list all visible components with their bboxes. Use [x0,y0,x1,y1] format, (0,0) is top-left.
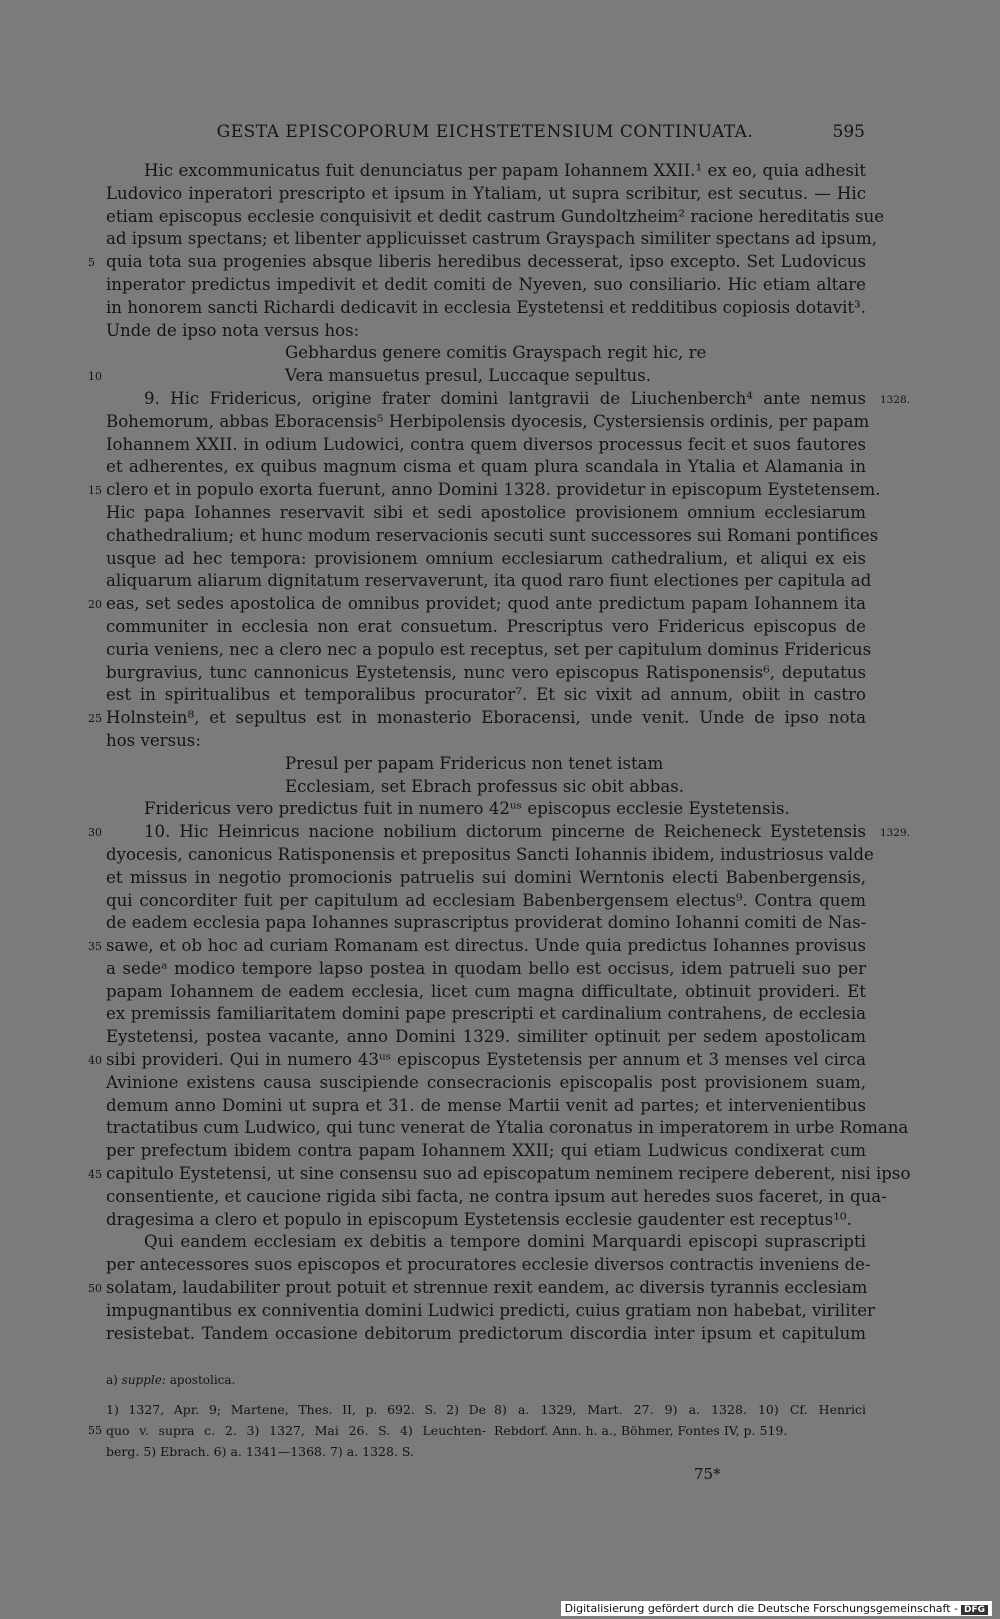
text-line [106,297,866,320]
verse-line [88,365,866,388]
line-text: sawe, et ob hoc ad curiam Romanam est directus. Unde quia predictus Iohannes provisus [106,936,866,956]
dfg-credit-text: Digitalisierung gefördert durch die Deutsche Forschungsgemeinschaft - [564,1602,958,1615]
line-text: etiam episcopus ecclesie conquisivit et dedit castrum Gundoltzheim² racione hereditatis sue [106,206,885,226]
line-text: Ecclesiam, set Ebrach professus sic obit abbas. [285,776,685,796]
text-line [106,160,866,183]
text-line [106,662,866,685]
footnote-row: 1) 1327, Apr. 9; Martene, Thes. II, p. 692. S. 2) De [106,1402,486,1417]
textual-note-text: supple: [121,1373,166,1387]
line-text: impugnantibus ex conniventia domini Ludwici predicti, cuius gratiam non habebat, viriliter [106,1300,875,1320]
line-text: et adherentes, ex quibus magnum cisma et quam plura scandala in Ytalia et Alamania in [106,457,866,477]
line-text: Unde de ipso nota versus hos: [106,320,360,340]
text-line [106,981,866,1004]
line-number: 45 [88,1168,102,1182]
line-text: capitulo Eystetensi, ut sine consensu suo ad episcopatum neminem recipere deberent, nisi ipso [106,1164,911,1184]
text-line [88,479,881,502]
text-line [88,1163,911,1186]
text-line [88,707,866,730]
page-number: 595 [832,122,865,142]
text-line [106,890,866,913]
line-text: Hic excommunicatus fuit denunciatus per papam Iohannem XXII.¹ ex eo, quia adhesit [144,161,866,180]
line-text: aliquarum aliarum dignitatum reservaverunt, ita quod raro fiunt electiones per capitula ad [106,571,872,591]
text-line [106,1186,887,1209]
textual-note-rest: apostolica. [169,1373,236,1387]
line-number: 25 [88,712,102,726]
textual-note-label: a) [106,1373,118,1387]
dfg-logo: DFG [961,1605,988,1615]
text-line [106,958,866,981]
line-text: 10. Hic Heinricus nacione nobilium dictorum pincerne de Reicheneck Eystetensis [144,822,866,842]
line-number: 5 [88,256,95,270]
footnote-row: berg. 5) Ebrach. 6) a. 1341—1368. 7) a. 1328. S. [106,1444,415,1459]
line-number: 30 [88,826,102,840]
line-number: 35 [88,940,102,954]
line-number: 40 [88,1054,102,1068]
line-text: papam Iohannem de eadem ecclesia, licet cum magna difficultate, obtinuit provideri. Et [106,981,866,1001]
verse-line [106,776,866,799]
line-text: Presul per papam Fridericus non tenet istam [285,753,664,773]
line-text: tractatibus cum Ludwico, qui tunc venerat de Ytalia coronatus in imperatorem in urbe Romana [106,1118,909,1138]
line-text: consentiente, et caucione rigida sibi facta, ne contra ipsum aut heredes suos faceret, in qua- [106,1186,887,1206]
text-line [106,798,866,821]
line-text: solatam, laudabiliter prout potuit et strennue rexit eandem, ac diversis tyrannis ecclesiam [106,1278,868,1298]
text-line [106,1140,866,1163]
line-text: chathedralium; et hunc modum reservacionis secuti sunt successores sui Romani pontifices [106,525,879,545]
text-line [106,570,872,593]
line-text: hos versus: [106,730,201,750]
line-text: inperator predictus impedivit et dedit comiti de Nyeven, suo consiliario. Hic etiam altare [106,274,866,294]
text-line [106,183,866,206]
line-text: demum anno Domini ut supra et 31. de mense Martii venit ad partes; et intervenientibus [106,1095,866,1115]
text-line [106,1003,866,1026]
text-line [106,456,866,479]
main-text [88,160,911,1345]
line-text: Holnstein⁸, et sepultus est in monasterio Eboracensi, unde venit. Unde de ipso nota [106,708,866,728]
line-text: ad ipsum spectans; et libenter applicuisset castrum Grayspach similiter spectans ad ipsum, [106,229,877,249]
line-text: sibi provideri. Qui in numero 43ᵘˢ episcopus Eystetensis per annum et 3 menses vel circa [106,1050,866,1070]
text-line [106,1117,909,1140]
line-text: per prefectum ibidem contra papam Iohannem XXII; qui etiam Ludwicus condixerat cum [106,1141,866,1161]
line-text: in honorem sancti Richardi dedicavit in ecclesia Eystetensi et redditibus copiosis dotavit³. [106,297,866,317]
line-text: eas, set sedes apostolica de omnibus providet; quod ante predictum papam Iohannem ita [106,594,866,614]
text-line [106,548,866,571]
text-line [106,616,866,639]
text-line [106,730,866,753]
text-line [106,228,877,251]
text-line [88,1277,868,1300]
margin-year: 1328. [879,393,910,406]
textual-note [106,1373,235,1387]
text-line [106,411,870,434]
footnote-row: 8) a. 1329, Mart. 27. 9) a. 1328. 10) Cf. Henrici [494,1402,866,1417]
footnote-line-number: 55 [88,1424,102,1437]
verse-line [106,753,866,776]
text-line [106,912,866,935]
signature-mark: 75* [694,1465,721,1483]
line-text: resistebat. Tandem occasione debitorum predictorum discordia inter ipsum et capitulum [106,1323,866,1343]
text-line [106,1254,871,1277]
dfg-credit[interactable] [561,1601,992,1616]
text-line [88,1049,866,1072]
text-line [88,821,910,844]
line-text: Gebhardus genere comitis Grayspach regit hic, re [285,343,707,363]
line-text: Ludovico inperatori prescripto et ipsum in Ytaliam, ut supra scribitur, est secutus. — Hic [106,183,866,203]
text-line [106,1095,866,1118]
text-line [106,844,874,867]
line-text: curia veniens, nec a clero nec a populo est receptus, set per capitulum dominus Fridericus [106,639,872,659]
line-text: communiter in ecclesia non erat consuetum. Prescriptus vero Fridericus episcopus de [106,616,866,636]
footnote-row: Rebdorf. Ann. h. a., Böhmer, Fontes IV, p. 519. [494,1423,788,1438]
line-text: et missus in negotio promocionis patruelis sui domini Werntonis electi Babenbergensis, [106,867,866,887]
line-text: quia tota sua progenies absque liberis heredibus decesserat, ipso excepto. Set Ludovicus [106,252,866,272]
text-line [106,1323,866,1346]
text-line [106,1300,875,1323]
line-text: clero et in populo exorta fuerunt, anno Domini 1328. providetur in episcopum Eystetensem. [106,480,881,500]
text-line [106,1026,866,1049]
line-text: est in spiritualibus et temporalibus procurator⁷. Et sic vixit ad annum, obiit in castro [106,685,866,705]
line-text: Qui eandem ecclesiam ex debitis a tempore domini Marquardi episcopi suprascripti [144,1232,866,1252]
line-number: 10 [88,370,102,384]
line-number: 50 [88,1282,102,1296]
running-header [105,122,865,146]
line-number: 15 [88,484,102,498]
line-text: Vera mansuetus presul, Luccaque sepultus. [285,366,651,386]
text-line [106,388,910,411]
line-text: Eystetensi, postea vacante, anno Domini 1329. similiter optinuit per sedem apostolicam [106,1027,866,1047]
footnote-row [88,1420,486,1441]
line-text: a sedeᵃ modico tempore lapso postea in quodam bello est occisus, idem patrueli suo per [106,958,866,978]
line-text: Avinione existens causa suscipiende consecracionis episcopalis post provisionem suam, [106,1072,866,1092]
text-line [106,1231,866,1254]
line-text: qui concorditer fuit per capitulum ad ecclesiam Babenbergensem electus⁹. Contra quem [106,890,866,910]
text-line [106,434,866,457]
verse-line [106,342,866,365]
line-text: Iohannem XXII. in odium Ludowici, contra quem diversos processus fecit et suos fautores [106,434,866,454]
text-line [106,684,866,707]
footnotes-left [88,1399,486,1462]
text-line [88,251,866,274]
line-text: dyocesis, canonicus Ratisponensis et prepositus Sancti Iohannis ibidem, industriosus valde [106,844,874,864]
text-line [106,274,866,297]
line-text: Hic papa Iohannes reservavit sibi et sedi apostolice provisionem omnium ecclesiarum [106,502,866,522]
running-title: GESTA EPISCOPORUM EICHSTETENSIUM CONTINUATA. [216,122,754,142]
margin-year: 1329. [879,827,910,840]
text-line [88,593,866,616]
line-text: Bohemorum, abbas Eboracensis⁵ Herbipolensis dyocesis, Cystersiensis ordinis, per papam [106,411,870,431]
line-text: ex premissis familiaritatem domini pape prescripti et cardinalium contrahens, de ecclesia [106,1004,866,1024]
text-line [106,639,872,662]
text-line [106,502,866,525]
text-line [106,867,866,890]
line-text: Fridericus vero predictus fuit in numero 42ᵘˢ episcopus ecclesie Eystetensis. [144,799,790,819]
footnote-row-text: quo v. supra c. 2. 3) 1327, Mai 26. S. 4) Leuchten- [106,1423,486,1438]
text-line [88,935,866,958]
text-line [106,1209,866,1232]
line-number: 20 [88,598,102,612]
line-text: dragesima a clero et populo in episcopum Eystetensis ecclesie gaudenter est receptus¹⁰. [106,1209,852,1229]
line-text: per antecessores suos episcopos et procuratores ecclesie diversos contractis inveniens de- [106,1255,871,1275]
line-text: 9. Hic Fridericus, origine frater domini lantgravii de Liuchenberch⁴ ante nemus [144,388,866,408]
line-text: usque ad hec tempora: provisionem omnium ecclesiarum cathedralium, et aliqui ex eis [106,548,866,568]
text-line [106,320,866,343]
footnotes-right [494,1399,866,1441]
text-line [106,1072,866,1095]
line-text: burgravius, tunc cannonicus Eystetensis, nunc vero episcopus Ratisponensis⁶, deputatus [106,662,866,682]
text-line [106,525,879,548]
line-text: de eadem ecclesia papa Iohannes suprascriptus providerat domino Iohanni comiti de Nas- [106,913,867,933]
text-line [106,206,885,229]
